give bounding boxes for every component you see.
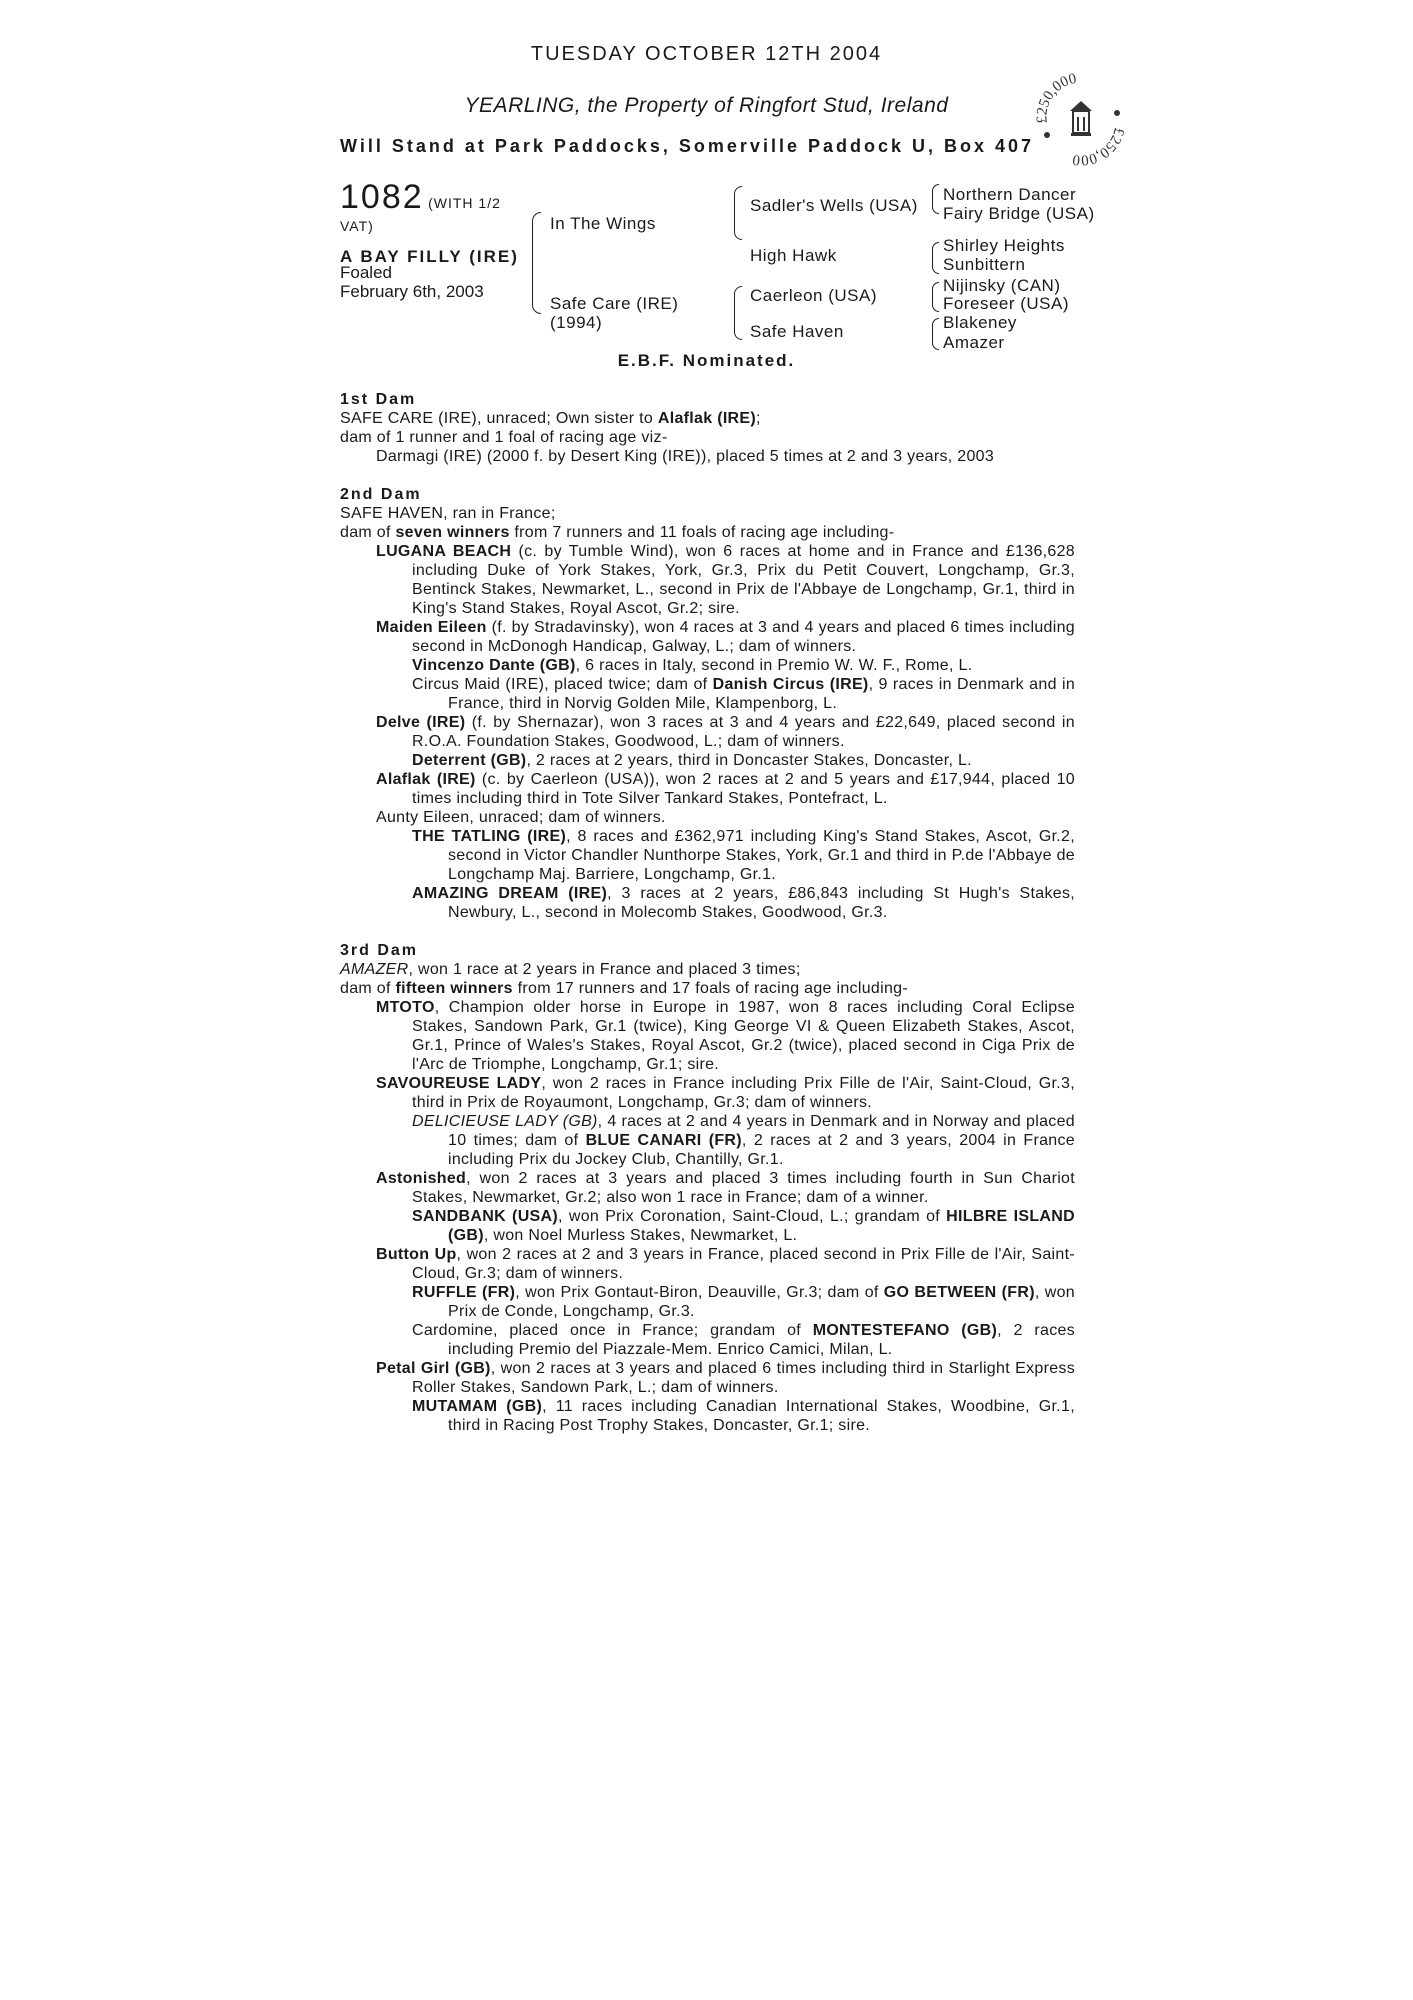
dam3-heading: 3rd Dam (340, 942, 419, 959)
produce-entry: Aunty Eileen, unraced; dam of winners. (376, 809, 666, 826)
pedigree-brace-3a (932, 184, 939, 214)
grand-produce-entry: MUTAMAM (GB), 11 races including Canadian International Stakes, Woodbine, Gr.1, third in Racing Post Trophy Stakes, Doncaster, Gr.1; sire. (412, 1398, 1075, 1434)
svg-text:£250,000: £250,000 (1034, 71, 1078, 124)
dam3-line: AMAZER, won 1 race at 2 years in France and placed 3 times; (340, 961, 801, 978)
sd-sire: Shirley Heights (943, 236, 1065, 255)
pedigree-brace-3d (932, 318, 939, 350)
produce-entry: Maiden Eileen (f. by Stradavinsky), won 4 races at 3 and 4 years and placed 6 times including second in McDonogh Handicap, Galway, L.; dam of winners. (376, 619, 1075, 655)
dam1-produce-line: dam of 1 runner and 1 foal of racing age viz- (340, 429, 668, 446)
dam1-produce-entry: Darmagi (IRE) (2000 f. by Desert King (IRE)), placed 5 times at 2 and 3 years, 2003 (376, 448, 995, 465)
produce-entry: Alaflak (IRE) (c. by Caerleon (USA)), won 2 races at 2 and 5 years and £17,944, placed 10 times including third in Tote Silver Tankard Stakes, Pontefract, L. (376, 771, 1075, 807)
ss-sire: Northern Dancer (943, 185, 1077, 204)
stand-location: Will Stand at Park Paddocks, Somerville Paddock U, Box 407 (340, 136, 1035, 156)
produce-entry: Delve (IRE) (f. by Shernazar), won 3 races at 3 and 4 years and £22,649, placed second in R.O.A. Foundation Stakes, Goodwood, L.; dam of winners. (376, 714, 1075, 750)
produce-entry: LUGANA BEACH (c. by Tumble Wind), won 6 races at home and in France and £136,628 including Duke of York Stakes, York, Gr.3, Prix du Petit Couvert, Longchamp, Gr.3, Bentinck Stakes, Newmarket, L., second in Prix de l'Abbaye de Longchamp, Gr.1, third in King's Stand Stakes, Royal Ascot, Gr.2; sire. (376, 543, 1076, 617)
grand-produce-entry: Vincenzo Dante (GB), 6 races in Italy, second in Premio W. W. F., Rome, L. (412, 657, 973, 674)
ss-dam: Fairy Bridge (USA) (943, 204, 1095, 223)
sale-date: TUESDAY OCTOBER 12TH 2004 (530, 43, 883, 65)
produce-entry: Petal Girl (GB), won 2 races at 3 years and placed 6 times including third in Starlight Express Roller Stakes, Sandown Park, L.; dam of winners. (376, 1360, 1075, 1396)
pedigree-brace-3b (932, 242, 939, 274)
grand-produce-entry: RUFFLE (FR), won Prix Gontaut-Biron, Deauville, Gr.3; dam of GO BETWEEN (FR), won Prix de Conde, Longchamp, Gr.3. (412, 1284, 1075, 1320)
sire: In The Wings (550, 214, 656, 233)
dam2-produce-line: dam of seven winners from 7 runners and 11 foals of racing age including- (340, 524, 895, 541)
pedigree-brace-2b (734, 286, 742, 340)
grand-produce-entry: Circus Maid (IRE), placed twice; dam of Danish Circus (IRE), 9 races in Denmark and in France, third in Norvig Golden Mile, Klampenborg, L. (412, 676, 1076, 712)
dd-sire: Blakeney (943, 313, 1017, 332)
dam-sire: Caerleon (USA) (750, 286, 877, 305)
yearling-title: YEARLING, the Property of Ringfort Stud, Ireland (464, 94, 949, 117)
pedigree-brace-3c (932, 282, 939, 312)
ebf-nominated: E.B.F. Nominated. (617, 351, 796, 370)
svg-text:£250,000: £250,000 (1071, 125, 1127, 167)
lot-number: 1082 (WITH 1/2 (340, 178, 501, 216)
dam1-line: SAFE CARE (IRE), unraced; Own sister to Alaflak (IRE); (340, 410, 761, 427)
pedigree-brace-2a (734, 186, 742, 240)
lot-vat-note: VAT) (340, 218, 374, 234)
dd-dam: Amazer (943, 333, 1005, 352)
grand-produce-entry: AMAZING DREAM (IRE), 3 races at 2 years, £86,843 including St Hugh's Stakes, Newbury, L., second in Molecomb Stakes, Goodwood, Gr.3. (412, 885, 1076, 921)
ds-dam: Foreseer (USA) (943, 294, 1070, 313)
dam3-produce-line: dam of fifteen winners from 17 runners and 17 foals of racing age including- (340, 980, 908, 997)
foaled-info: Foaled February 6th, 2003 (340, 263, 484, 301)
grand-produce-entry: THE TATLING (IRE), 8 races and £362,971 including King's Stand Stakes, Ascot, Gr.2, second in Victor Chandler Nunthorpe Stakes, York, Gr.1 and third in P.de l'Abbaye de Longchamp Maj. Barriere, Longchamp, Gr.1. (412, 828, 1075, 883)
sire-dam: High Hawk (750, 246, 837, 265)
produce-entry: Astonished, won 2 races at 3 years and placed 3 times including fourth in Sun Chariot Stakes, Newmarket, Gr.2; also won 1 race in France; dam of a winner. (376, 1170, 1075, 1206)
dam1-heading: 1st Dam (340, 391, 417, 408)
produce-entry: SAVOUREUSE LADY, won 2 races in France including Prix Fille de l'Air, Saint-Cloud, Gr.3, third in Prix de Royaumont, Longchamp, Gr.3; dam of winners. (376, 1075, 1075, 1111)
price-stamp-logo (1033, 71, 1129, 167)
dam-dam: Safe Haven (750, 322, 844, 341)
dam2-heading: 2nd Dam (340, 486, 422, 503)
grand-produce-entry: DELICIEUSE LADY (GB), 4 races at 2 and 4 years in Denmark and in Norway and placed 10 times; dam of BLUE CANARI (FR), 2 races at 2 and 3 years, 2004 in France including Prix du Jockey Club, Chantilly, Gr.1. (412, 1113, 1075, 1168)
family-notes (340, 390, 1075, 1435)
grand-produce-entry: Deterrent (GB), 2 races at 2 years, third in Doncaster Stakes, Doncaster, L. (412, 752, 972, 769)
dam: Safe Care (IRE) (550, 294, 679, 313)
grand-produce-entry: Cardomine, placed once in France; grandam of MONTESTEFANO (GB), 2 races including Premio del Piazzale-Mem. Enrico Camici, Milan, L. (412, 1322, 1076, 1358)
grand-produce-entry: SANDBANK (USA), won Prix Coronation, Saint-Cloud, L.; grandam of HILBRE ISLAND (GB), won Noel Murless Stakes, Newmarket, L. (412, 1208, 1075, 1244)
sire-sire: Sadler's Wells (USA) (750, 196, 918, 215)
pedigree-brace-1 (532, 212, 541, 314)
produce-entry: Button Up, won 2 races at 2 and 3 years in France, placed second in Prix Fille de l'Air, Saint-Cloud, Gr.3; dam of winners. (376, 1246, 1075, 1282)
produce-entry: MTOTO, Champion older horse in Europe in 1987, won 8 races including Coral Eclipse Stakes, Sandown Park, Gr.1 (twice), King George VI & Queen Elizabeth Stakes, Ascot, Gr.1, Prince of Wales's Stakes, Royal Ascot, Gr.2 (twice), placed second in Ciga Prix de l'Arc de Triomphe, Longchamp, Gr.1; sire. (376, 999, 1075, 1073)
ds-sire: Nijinsky (CAN) (943, 276, 1061, 295)
dam2-line: SAFE HAVEN, ran in France; (340, 505, 556, 522)
dam-year: (1994) (550, 313, 603, 332)
sd-dam: Sunbittern (943, 255, 1026, 274)
lot-name: A BAY FILLY (IRE) (340, 247, 519, 266)
